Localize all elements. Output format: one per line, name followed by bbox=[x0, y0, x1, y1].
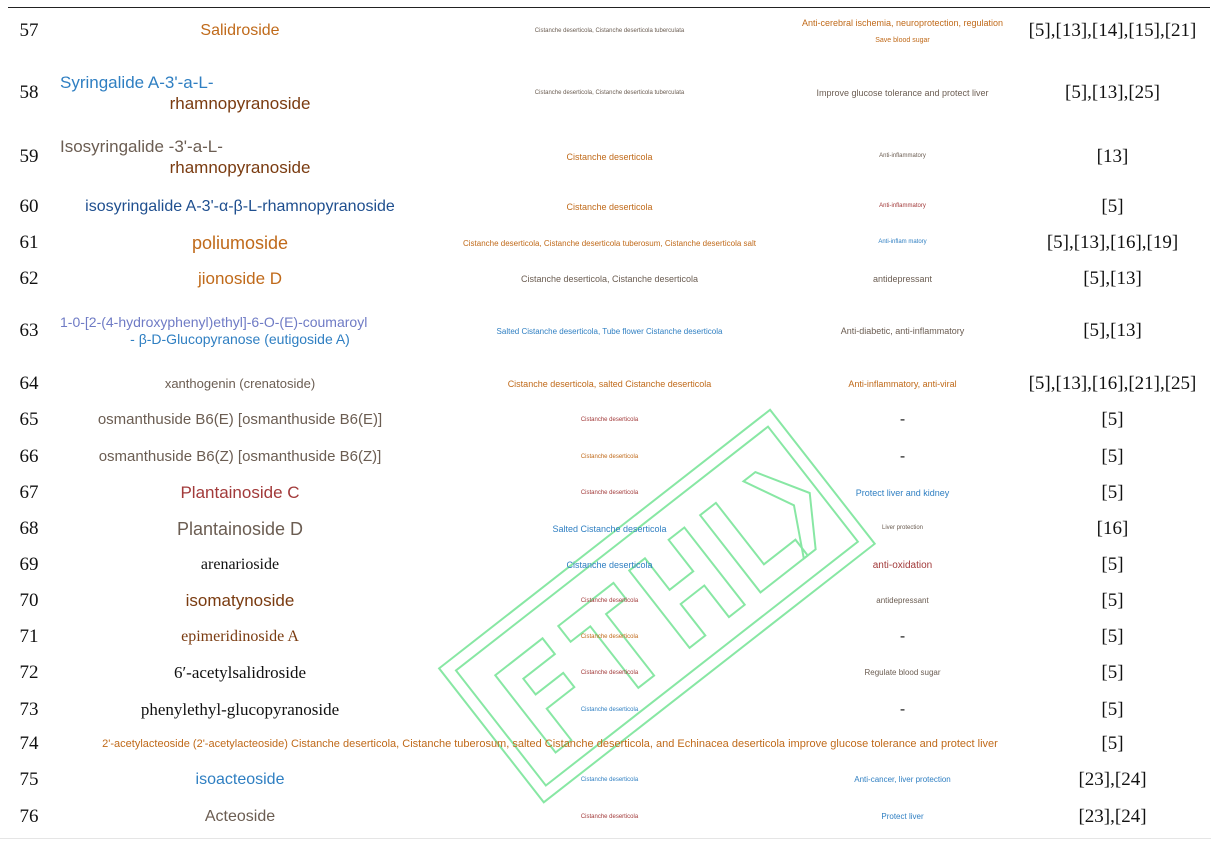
compound-name bbox=[50, 583, 430, 619]
effect-line: Save blood sugar bbox=[875, 37, 930, 45]
row-number: 69 bbox=[19, 554, 39, 575]
table-row bbox=[0, 547, 1211, 583]
compound-name bbox=[50, 226, 430, 260]
table-row bbox=[0, 402, 1211, 438]
row-number: 67 bbox=[19, 482, 39, 503]
references: [5],[13] bbox=[1083, 268, 1142, 289]
compound-name bbox=[50, 190, 430, 224]
row-number: 71 bbox=[19, 626, 39, 647]
effect-line: antidepressant bbox=[876, 595, 929, 605]
pharmacological-effect bbox=[770, 301, 1035, 361]
references: [5] bbox=[1101, 409, 1124, 430]
compound-name-line: epimeridinoside A bbox=[181, 628, 299, 645]
references: [5],[13],[16],[21],[25] bbox=[1028, 373, 1197, 394]
row-number: 57 bbox=[19, 20, 39, 41]
table-row bbox=[0, 799, 1211, 835]
effect-line: Protect liver bbox=[881, 811, 924, 821]
table-row bbox=[0, 190, 1211, 224]
references: [5],[13],[16],[19] bbox=[1046, 232, 1179, 253]
references: [16] bbox=[1096, 518, 1129, 539]
effect-line: Anti-inflammatory bbox=[879, 203, 926, 210]
source-plant: Cistanche deserticola, Cistanche deserticola tuberosum, Cistanche deserticola salt bbox=[462, 238, 757, 248]
row-number: 63 bbox=[19, 320, 39, 341]
compound-name-line: rhamnopyranoside bbox=[169, 94, 311, 113]
source-plant: Cistanche deserticola, Cistanche deserticola tuberculata bbox=[534, 90, 685, 96]
pharmacological-effect bbox=[770, 190, 1035, 224]
table-row bbox=[0, 12, 1211, 50]
table-top-rule bbox=[8, 7, 1210, 8]
references: [5],[13] bbox=[1083, 320, 1142, 341]
references: [5] bbox=[1101, 626, 1124, 647]
compound-name bbox=[50, 763, 430, 797]
table-row bbox=[0, 128, 1211, 186]
source-plant: Salted Cistanche deserticola bbox=[552, 524, 667, 534]
source-plant: Cistanche deserticola bbox=[580, 777, 639, 783]
source-plant: Cistanche deserticola bbox=[580, 814, 639, 820]
pharmacological-effect bbox=[770, 439, 1035, 475]
table-row bbox=[0, 619, 1211, 655]
effect-line: Anti-cerebral ischemia, neuroprotection, regulation bbox=[801, 17, 1004, 28]
table-row bbox=[0, 475, 1211, 511]
effect-line: - bbox=[899, 410, 906, 428]
compound-name-line: xanthogenin (crenatoside) bbox=[164, 375, 316, 391]
references: [5] bbox=[1101, 699, 1124, 720]
table-row bbox=[0, 301, 1211, 361]
compound-name bbox=[50, 475, 430, 511]
row-number: 62 bbox=[19, 268, 39, 289]
effect-line: Liver protection bbox=[881, 525, 924, 532]
compound-name bbox=[50, 62, 430, 124]
table-row bbox=[0, 727, 1211, 761]
source-plant: Cistanche deserticola bbox=[580, 417, 639, 423]
source-plant: Cistanche deserticola bbox=[566, 560, 653, 570]
references: [5] bbox=[1101, 662, 1124, 683]
row-number: 76 bbox=[19, 806, 39, 827]
source-plant: Cistanche deserticola bbox=[580, 634, 639, 640]
references: [5] bbox=[1101, 446, 1124, 467]
pharmacological-effect bbox=[770, 799, 1035, 835]
source-plant: Cistanche deserticola, Cistanche deserticola tuberculata bbox=[534, 28, 685, 34]
references: [5],[13],[14],[15],[21] bbox=[1028, 20, 1197, 41]
references: [5] bbox=[1101, 590, 1124, 611]
row-number: 61 bbox=[19, 232, 39, 253]
effect-line: - bbox=[899, 627, 906, 645]
source-plant: Cistanche deserticola, Cistanche deserticola bbox=[520, 274, 699, 284]
compound-name-line: Syringalide A-3'-a-L- bbox=[60, 72, 214, 92]
pharmacological-effect bbox=[770, 262, 1035, 296]
source-plant: Cistanche deserticola bbox=[580, 490, 639, 496]
effect-line: Anti-inflammatory bbox=[879, 153, 926, 160]
compound-name-line: Plantainoside C bbox=[180, 483, 300, 503]
compound-name bbox=[50, 799, 430, 835]
compound-name bbox=[50, 547, 430, 583]
compound-name-line: isoacteoside bbox=[195, 771, 285, 788]
row-number: 65 bbox=[19, 409, 39, 430]
pharmacological-effect bbox=[770, 692, 1035, 728]
references: [5],[13],[25] bbox=[1065, 82, 1160, 103]
references: [23],[24] bbox=[1078, 769, 1147, 790]
row-number: 58 bbox=[19, 82, 39, 103]
references: [5] bbox=[1101, 733, 1124, 754]
effect-line: anti-oxidation bbox=[872, 559, 933, 571]
compound-name-line: arenarioside bbox=[200, 556, 280, 573]
references: [5] bbox=[1101, 482, 1124, 503]
compound-name-line: isosyringalide A-3'-α-β-L-rhamnopyranoside bbox=[85, 198, 395, 215]
table-row bbox=[0, 62, 1211, 124]
table-row bbox=[0, 439, 1211, 475]
source-plant: Cistanche deserticola bbox=[580, 707, 639, 713]
compound-name-line: rhamnopyranoside bbox=[169, 158, 311, 177]
effect-line: Protect liver and kidney bbox=[855, 487, 950, 498]
pharmacological-effect bbox=[770, 655, 1035, 691]
row-number: 66 bbox=[19, 446, 39, 467]
compound-name-line: poliumoside bbox=[191, 232, 289, 253]
row-number: 68 bbox=[19, 518, 39, 539]
row-number: 60 bbox=[19, 196, 39, 217]
compound-name bbox=[50, 692, 430, 728]
compound-name bbox=[50, 128, 430, 186]
effect-line: - bbox=[899, 447, 906, 465]
compound-name bbox=[50, 439, 430, 475]
effect-line: Regulate blood sugar bbox=[864, 667, 941, 677]
table-row bbox=[0, 367, 1211, 401]
compound-name-line: isomatynoside bbox=[185, 591, 295, 611]
source-plant: Cistanche deserticola bbox=[580, 598, 639, 604]
table-row bbox=[0, 763, 1211, 797]
compound-name bbox=[50, 301, 430, 361]
table-row bbox=[0, 262, 1211, 296]
compound-name bbox=[50, 12, 430, 50]
row-number: 75 bbox=[19, 769, 39, 790]
references: [5] bbox=[1101, 196, 1124, 217]
compound-name-line: Plantainoside D bbox=[176, 518, 304, 539]
pharmacological-effect bbox=[770, 547, 1035, 583]
source-plant: Cistanche deserticola bbox=[566, 152, 653, 162]
source-plant: Salted Cistanche deserticola, Tube flower Cistanche deserticola bbox=[496, 326, 723, 336]
compound-name-line: - β-D-Glucopyranose (eutigoside A) bbox=[130, 331, 350, 347]
table-row bbox=[0, 226, 1211, 260]
compound-name-line: Acteoside bbox=[204, 808, 276, 825]
compound-name-line: phenylethyl-glucopyranoside bbox=[140, 700, 340, 720]
compound-name bbox=[50, 619, 430, 655]
table-row bbox=[0, 692, 1211, 728]
compound-name-line: osmanthuside B6(Z) [osmanthuside B6(Z)] bbox=[98, 447, 382, 465]
row-number: 64 bbox=[19, 373, 39, 394]
pharmacological-effect bbox=[770, 511, 1035, 547]
pharmacological-effect bbox=[770, 583, 1035, 619]
pharmacological-effect bbox=[770, 12, 1035, 50]
pharmacological-effect bbox=[770, 475, 1035, 511]
row-number: 59 bbox=[19, 146, 39, 167]
compound-name bbox=[50, 367, 430, 401]
pharmacological-effect bbox=[770, 226, 1035, 260]
compound-name-line: 6′-acetylsalidroside bbox=[173, 663, 307, 683]
row-number: 70 bbox=[19, 590, 39, 611]
effect-line: Anti-cancer, liver protection bbox=[854, 774, 951, 784]
effect-line: Anti-diabetic, anti-inflammatory bbox=[840, 325, 965, 336]
pharmacological-effect bbox=[770, 402, 1035, 438]
pharmacological-effect bbox=[770, 128, 1035, 186]
effect-line: Anti-inflammatory, anti-viral bbox=[848, 378, 957, 389]
row-number: 74 bbox=[19, 733, 39, 754]
compound-name bbox=[50, 402, 430, 438]
pharmacological-effect bbox=[770, 763, 1035, 797]
source-plant: Cistanche deserticola bbox=[580, 454, 639, 460]
effect-line: antidepressant bbox=[872, 273, 933, 284]
compound-name bbox=[50, 655, 430, 691]
references: [13] bbox=[1096, 146, 1129, 167]
table-row bbox=[0, 655, 1211, 691]
page-bottom-rule bbox=[0, 838, 1211, 839]
compound-name-line: Isosyringalide -3'-a-L- bbox=[60, 136, 223, 156]
source-plant: Cistanche deserticola bbox=[566, 202, 653, 212]
combined-entry-text: 2'-acetylacteoside (2'-acetylacteoside) Cistanche deserticola, Cistanche tuberosum, salted Cistanche deserticola, and Echinacea deserticola improve glucose tolerance and protect liver bbox=[102, 738, 998, 750]
effect-line: Improve glucose tolerance and protect liver bbox=[816, 87, 989, 98]
compound-name bbox=[50, 262, 430, 296]
compound-name-line: 1-0-[2-(4-hydroxyphenyl)ethyl]-6-O-(E)-coumaroyl bbox=[60, 313, 368, 330]
compound-name-line: osmanthuside B6(E) [osmanthuside B6(E)] bbox=[97, 410, 383, 428]
pharmacological-effect bbox=[770, 367, 1035, 401]
references: [23],[24] bbox=[1078, 806, 1147, 827]
references: [5] bbox=[1101, 554, 1124, 575]
row-number: 72 bbox=[19, 662, 39, 683]
effect-line: Anti-inflam matory bbox=[878, 239, 927, 246]
pharmacological-effect bbox=[770, 619, 1035, 655]
compound-name-line: jionoside D bbox=[197, 269, 283, 289]
row-number: 73 bbox=[19, 699, 39, 720]
source-plant: Cistanche deserticola bbox=[580, 670, 639, 676]
compound-name bbox=[50, 511, 430, 547]
table-row bbox=[0, 511, 1211, 547]
table-row bbox=[0, 583, 1211, 619]
effect-line: - bbox=[899, 700, 906, 718]
pharmacological-effect bbox=[770, 62, 1035, 124]
compound-name-line: Salidroside bbox=[200, 22, 280, 39]
source-plant: Cistanche deserticola, salted Cistanche deserticola bbox=[507, 379, 712, 389]
